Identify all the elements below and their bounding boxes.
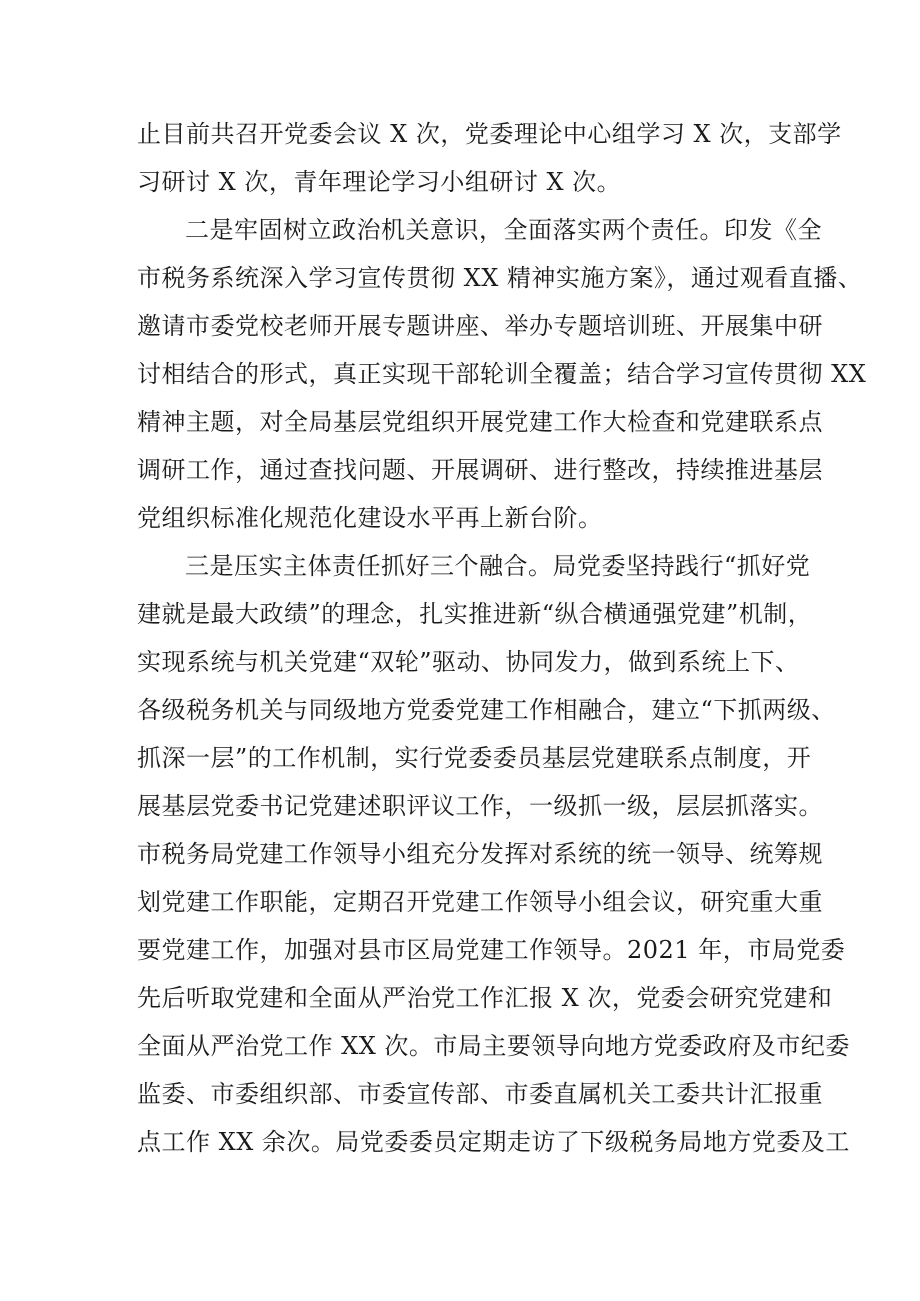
text-line: 习研讨 X 次，青年理论学习小组研讨 X 次。 (137, 168, 622, 196)
text-line: 市税务局党建工作领导小组充分发挥对系统的统一领导、统筹规 (137, 840, 823, 868)
text-line: 监委、市委组织部、市委宣传部、市委直属机关工委共计汇报重 (137, 1080, 823, 1108)
text-line: 讨相结合的形式，真正实现干部轮训全覆盖；结合学习宣传贯彻 XX (137, 360, 867, 388)
text-line: 展基层党委书记党建述职评议工作，一级抓一级，层层抓落实。 (137, 792, 823, 820)
text-line: 抓深一层”的工作机制，实行党委委员基层党建联系点制度，开 (137, 744, 812, 772)
text-line: 邀请市委党校老师开展专题讲座、举办专题培训班、开展集中研 (137, 312, 823, 340)
text-line: 党组织标准化规范化建设水平再上新台阶。 (137, 504, 603, 532)
paragraph-start-line: 三是压实主体责任抓好三个融合。局党委坚持践行“抓好党 (185, 552, 811, 580)
text-line: 调研工作，通过查找问题、开展调研、进行整改，持续推进基层 (137, 456, 823, 484)
text-line: 各级税务机关与同级地方党委党建工作相融合，建立“下抓两级、 (137, 696, 836, 724)
text-line: 建就是最大政绩”的理念，扎实推进新“纵合横通强党建”机制， (137, 600, 813, 628)
text-line: 实现系统与机关党建“双轮”驱动、协同发力，做到系统上下、 (137, 648, 800, 676)
paragraph-start-line: 二是牢固树立政治机关意识，全面落实两个责任。印发《全 (185, 216, 822, 244)
text-line: 全面从严治党工作 XX 次。市局主要领导向地方党委政府及市纪委 (137, 1032, 850, 1060)
text-line: 止目前共召开党委会议 X 次，党委理论中心组学习 X 次，支部学 (137, 120, 842, 148)
text-line: 精神主题，对全局基层党组织开展党建工作大检查和党建联系点 (137, 408, 823, 436)
text-line: 要党建工作，加强对县市区局党建工作领导。2021 年，市局党委 (137, 936, 846, 964)
text-line: 点工作 XX 余次。局党委委员定期走访了下级税务局地方党委及工 (137, 1128, 850, 1156)
text-line: 市税务系统深入学习宣传贯彻 XX 精神实施方案》，通过观看直播、 (137, 264, 863, 292)
text-line: 划党建工作职能，定期召开党建工作领导小组会议，研究重大重 (137, 888, 823, 916)
text-line: 先后听取党建和全面从严治党工作汇报 X 次，党委会研究党建和 (137, 984, 833, 1012)
